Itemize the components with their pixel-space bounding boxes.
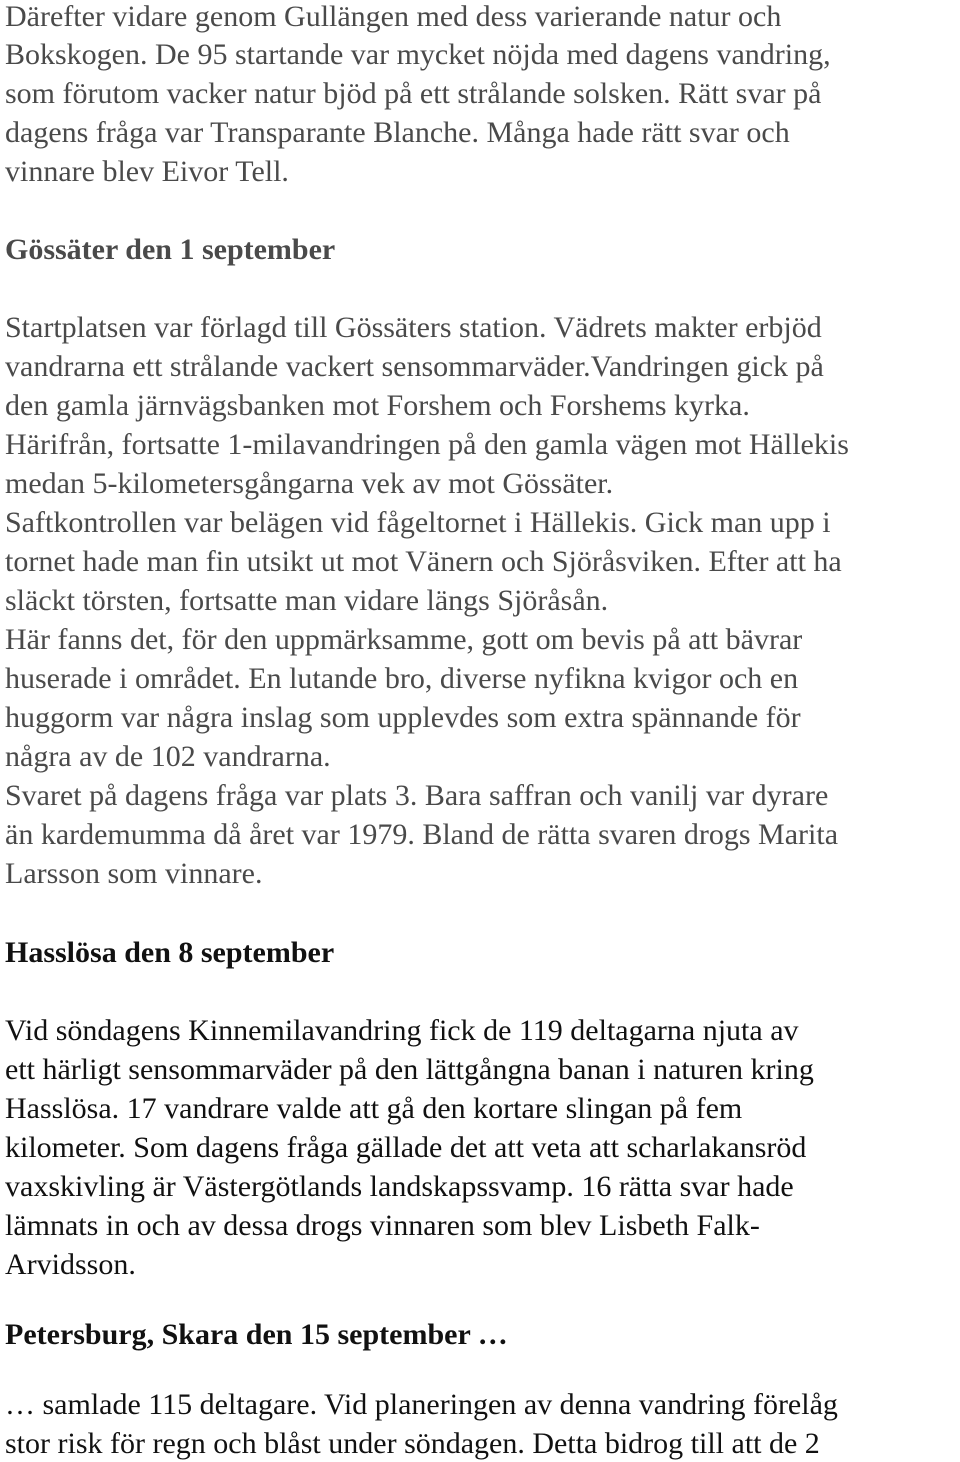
paragraph-line: medan 5-kilometersgångarna vek av mot Gössäter. <box>5 467 614 500</box>
paragraph-line: än kardemumma då året var 1979. Bland de rätta svaren drogs Marita <box>5 818 839 851</box>
paragraph-line: den gamla järnvägsbanken mot Forshem och Forshems kyrka. <box>5 389 750 422</box>
paragraph-line: … samlade 115 deltagare. Vid planeringen av denna vandring förelåg <box>5 1388 838 1421</box>
paragraph-line: några av de 102 vandrarna. <box>5 740 331 773</box>
paragraph-line: som förutom vacker natur bjöd på ett strålande solsken. Rätt svar på <box>5 77 822 110</box>
paragraph-line: släckt törsten, fortsatte man vidare längs Sjöråsån. <box>5 584 609 617</box>
section-heading: Gössäter den 1 september <box>5 233 336 266</box>
paragraph-line: Här fanns det, för den uppmärksamme, gott om bevis på att bävrar <box>5 623 803 656</box>
paragraph-line: Vid söndagens Kinnemilavandring fick de 119 deltagarna njuta av <box>5 1014 799 1047</box>
section-heading: Hasslösa den 8 september <box>5 936 335 969</box>
paragraph-line: dagens fråga var Transparante Blanche. Många hade rätt svar och <box>5 116 790 149</box>
paragraph-line: huserade i området. En lutande bro, diverse nyfikna kvigor och en <box>5 662 799 695</box>
paragraph-line: Svaret på dagens fråga var plats 3. Bara saffran och vanilj var dyrare <box>5 779 829 812</box>
paragraph-line: Startplatsen var förlagd till Gössäters station. Vädrets makter erbjöd <box>5 311 822 344</box>
section-heading: Petersburg, Skara den 15 september … <box>5 1318 508 1351</box>
paragraph-line: kilometer. Som dagens fråga gällade det att veta att scharlakansröd <box>5 1131 807 1164</box>
paragraph-line: ett härligt sensommarväder på den lättgångna banan i naturen kring <box>5 1053 814 1086</box>
paragraph-line: huggorm var några inslag som upplevdes som extra spännande för <box>5 701 801 734</box>
paragraph-line: stor risk för regn och blåst under söndagen. Detta bidrog till att de 2 <box>5 1427 820 1460</box>
paragraph-line: Saftkontrollen var belägen vid fågeltornet i Hällekis. Gick man upp i <box>5 506 831 539</box>
paragraph-line: Bokskogen. De 95 startande var mycket nöjda med dagens vandring, <box>5 38 831 71</box>
paragraph-line: Arvidsson. <box>5 1248 136 1281</box>
paragraph-line: Hasslösa. 17 vandrare valde att gå den kortare slingan på fem <box>5 1092 743 1125</box>
paragraph-line: lämnats in och av dessa drogs vinnaren som blev Lisbeth Falk- <box>5 1209 760 1242</box>
paragraph-line: Därefter vidare genom Gullängen med dess varierande natur och <box>5 0 782 33</box>
paragraph-line: Härifrån, fortsatte 1-milavandringen på den gamla vägen mot Hällekis <box>5 428 849 461</box>
paragraph-line: tornet hade man fin utsikt ut mot Vänern och Sjöråsviken. Efter att ha <box>5 545 842 578</box>
paragraph-line: vandrarna ett strålande vackert sensommarväder.Vandringen gick på <box>5 350 824 383</box>
paragraph-line: vinnare blev Eivor Tell. <box>5 155 289 188</box>
paragraph-line: Larsson som vinnare. <box>5 857 263 890</box>
paragraph-line: vaxskivling är Västergötlands landskapssvamp. 16 rätta svar hade <box>5 1170 794 1203</box>
